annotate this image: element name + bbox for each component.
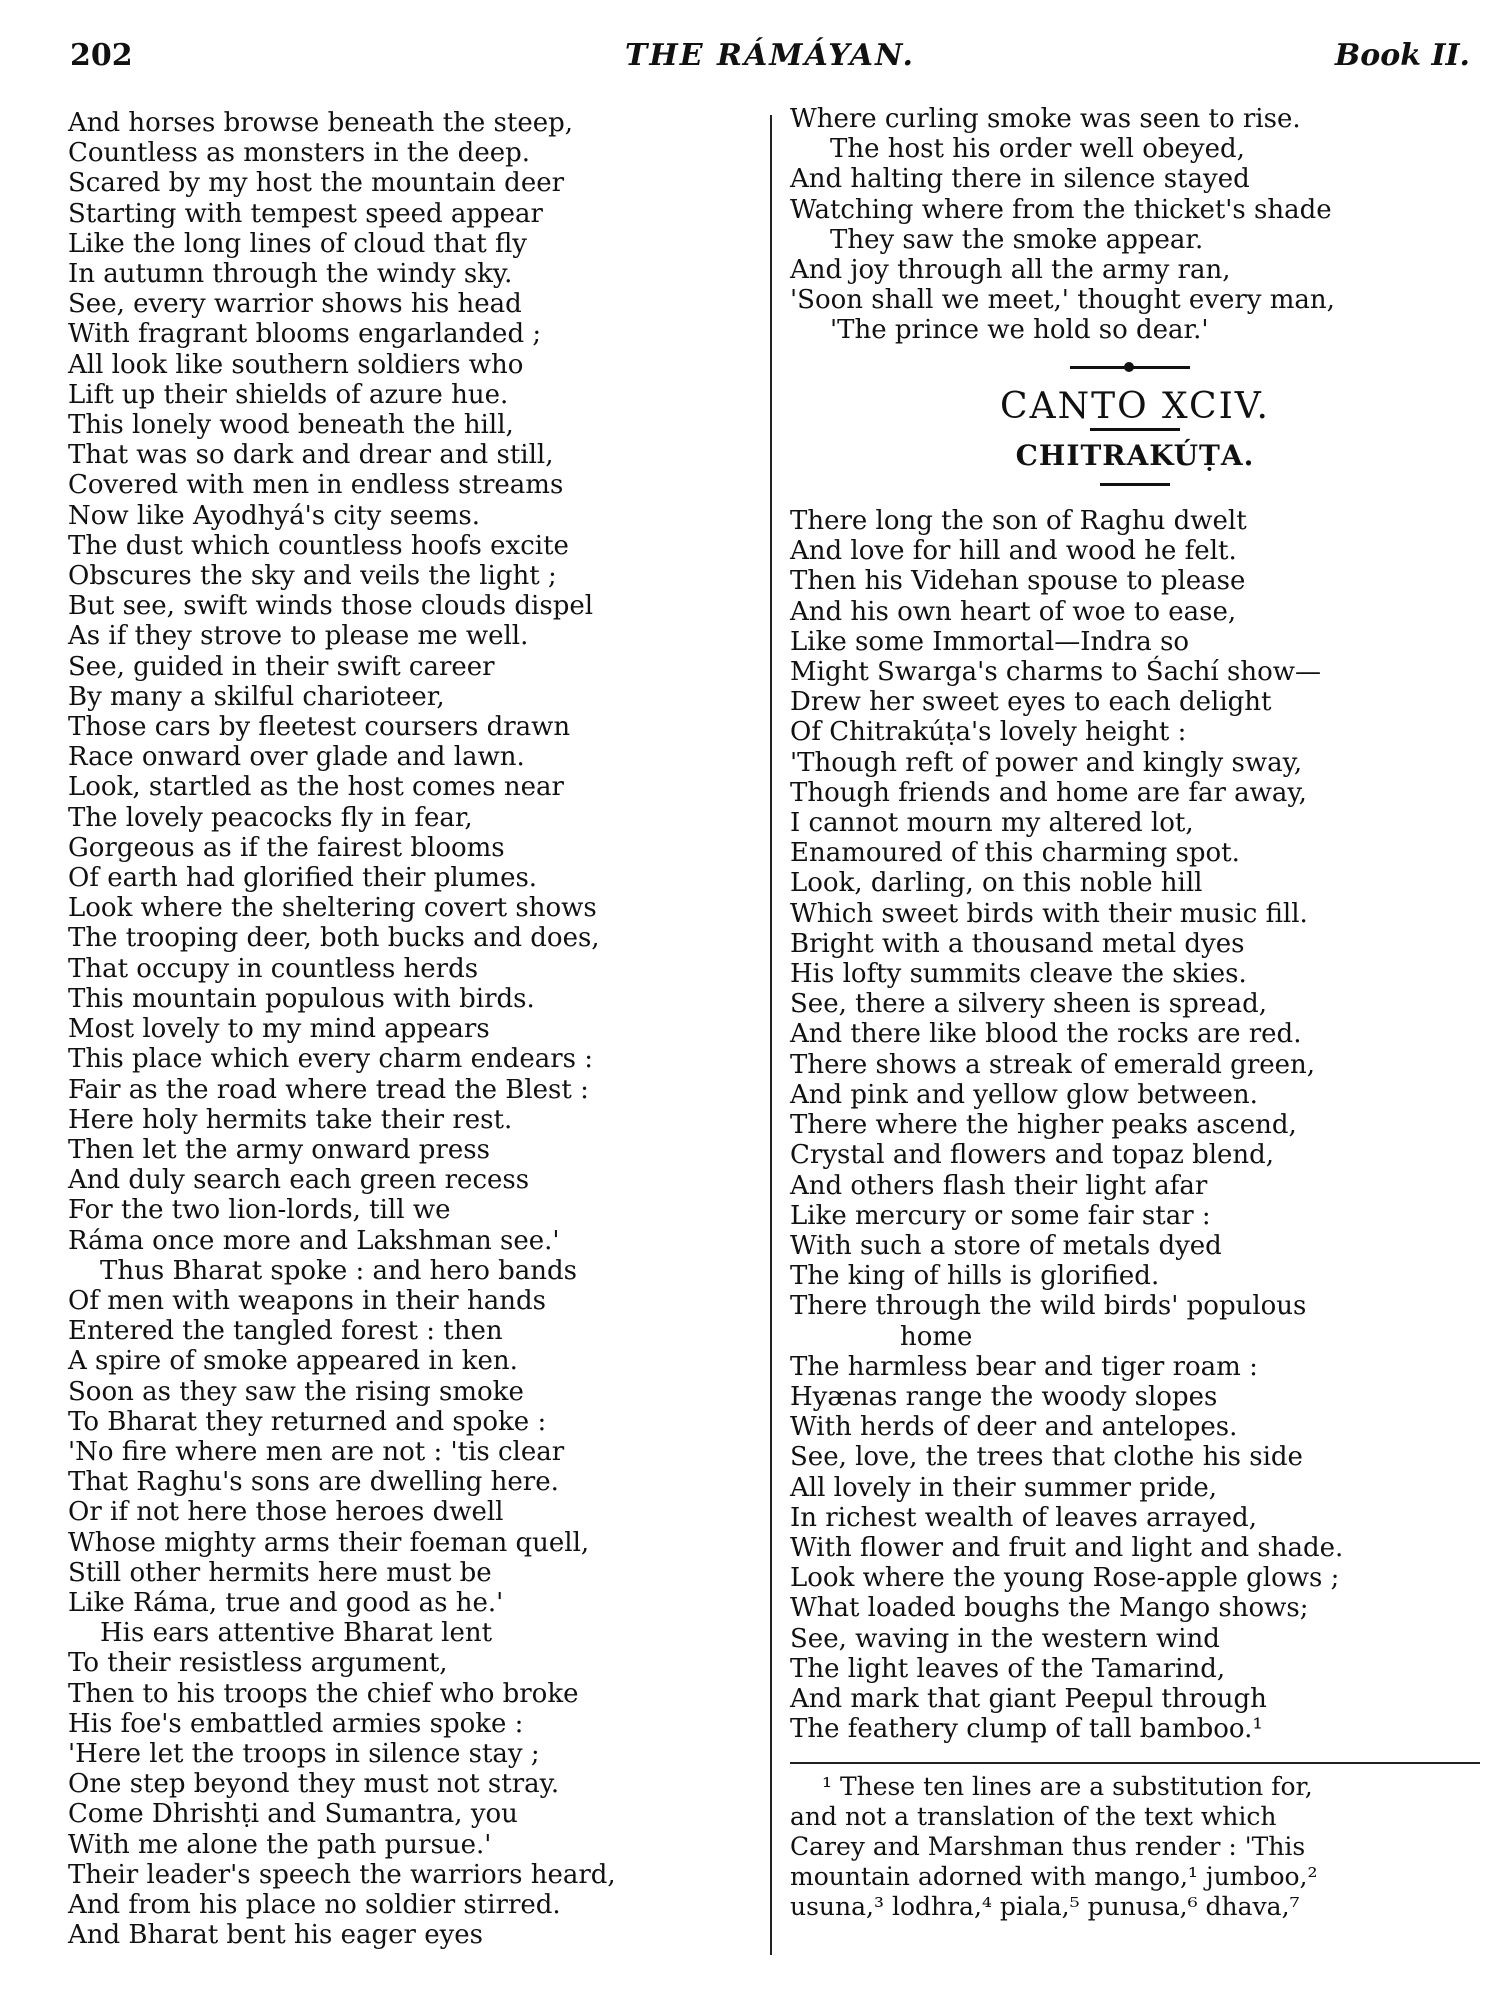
verse-line: Of Chitrakúṭa's lovely height :: [790, 717, 1187, 748]
canto-subtitle: CHITRAKÚṬA.: [1015, 438, 1255, 472]
verse-line: The host his order well obeyed,: [830, 134, 1245, 165]
verse-line: With herds of deer and antelopes.: [790, 1412, 1238, 1443]
verse-line: Then let the army onward press: [68, 1134, 490, 1165]
verse-line: For the two lion-lords, till we: [68, 1195, 451, 1226]
verse-line: And others flash their light afar: [790, 1170, 1208, 1201]
right-column: [790, 104, 1480, 1922]
verse-line: And joy through all the army ran,: [790, 255, 1231, 286]
right-column-verses-body: [790, 506, 1480, 1744]
verse-line: There through the wild birds' populous: [790, 1291, 1307, 1322]
verse-line: With me alone the path pursue.': [68, 1829, 492, 1860]
verse-line: Thus Bharat spoke : and hero bands: [100, 1255, 578, 1286]
verse-line: His lofty summits cleave the skies.: [790, 959, 1247, 990]
verse-line: The dust which countless hoofs excite: [68, 530, 569, 561]
verse-line: Race onward over glade and lawn.: [68, 742, 525, 773]
verse-line: Their leader's speech the warriors heard,: [68, 1859, 616, 1890]
verse-line: Which sweet birds with their music fill.: [790, 898, 1308, 929]
verse-line: Starting with tempest speed appear: [68, 198, 543, 229]
verse-line: Countless as monsters in the deep.: [68, 138, 531, 169]
verse-line: Like some Immortal—Indra so: [790, 626, 1190, 657]
verse-line: This place which every charm endears :: [68, 1044, 594, 1075]
verse-line: This mountain populous with birds.: [68, 983, 535, 1014]
column-divider: [770, 115, 772, 1955]
verse-line: Covered with men in endless streams: [68, 470, 564, 501]
left-column: [68, 108, 758, 1950]
verse-line: Look, startled as the host comes near: [68, 772, 564, 803]
verse-line: That was so dark and drear and still,: [68, 440, 554, 471]
verse-line: Like the long lines of cloud that fly: [68, 228, 527, 259]
footnote-line: Carey and Marshman thus render : 'This: [790, 1832, 1306, 1862]
verse-line: Fair as the road where tread the Blest :: [68, 1074, 589, 1105]
verse-line: Here holy hermits take their rest.: [68, 1104, 513, 1135]
verse-line: And mark that giant Peepul through: [790, 1683, 1267, 1714]
verse-line: His ears attentive Bharat lent: [100, 1618, 493, 1649]
verse-line: The king of hills is glorified.: [790, 1261, 1160, 1292]
verse-line: 'No fire where men are not : 'tis clear: [68, 1436, 565, 1467]
verse-line: And his own heart of woe to ease,: [790, 596, 1237, 627]
verse-line: His foe's embattled armies spoke :: [68, 1708, 524, 1739]
running-title: THE RÁMÁYAN.: [625, 38, 915, 73]
footnote-line: mountain adorned with mango,¹ jumboo,²: [790, 1862, 1318, 1892]
verse-line: In autumn through the windy sky.: [68, 259, 513, 290]
verse-line: Hyænas range the woody slopes: [790, 1381, 1218, 1412]
verse-line: Look where the sheltering covert shows: [68, 893, 597, 924]
verse-line: Drew her sweet eyes to each delight: [790, 687, 1272, 718]
verse-line: And duly search each green recess: [68, 1165, 530, 1196]
verse-line: One step beyond they must not stray.: [68, 1769, 560, 1800]
verse-line: There shows a streak of emerald green,: [790, 1049, 1316, 1080]
verse-line: Those cars by fleetest coursers drawn: [68, 712, 571, 743]
verse-line: Look where the young Rose-apple glows ;: [790, 1563, 1340, 1594]
verse-line: Enamoured of this charming spot.: [790, 838, 1240, 869]
book-label: Book II.: [1334, 38, 1470, 73]
verse-line: Lift up their shields of azure hue.: [68, 379, 509, 410]
verse-line: And there like blood the rocks are red.: [790, 1019, 1302, 1050]
verse-line: But see, swift winds those clouds dispel: [68, 591, 594, 622]
verse-line: Soon as they saw the rising smoke: [68, 1376, 524, 1407]
footnote: [790, 1772, 1480, 1922]
verse-line: To their resistless argument,: [68, 1648, 448, 1679]
footnote-rule: [790, 1762, 1480, 1764]
verse-line: The lovely peacocks fly in fear,: [68, 802, 473, 833]
right-column-verses-top: [790, 104, 1480, 346]
verse-line: See, waving in the western wind: [790, 1623, 1220, 1654]
verse-line: That Raghu's sons are dwelling here.: [68, 1467, 559, 1498]
verse-line: They saw the smoke appear.: [830, 224, 1204, 255]
verse-line: Crystal and flowers and topaz blend,: [790, 1140, 1275, 1171]
verse-line: A spire of smoke appeared in ken.: [68, 1346, 518, 1377]
verse-line: In richest wealth of leaves arrayed,: [790, 1502, 1257, 1533]
verse-line: Come Dhrishṭi and Sumantra, you: [68, 1799, 518, 1830]
verse-line: Obscures the sky and veils the light ;: [68, 561, 557, 592]
verse-line: Then his Videhan spouse to please: [790, 566, 1246, 597]
verse-line: Look, darling, on this noble hill: [790, 868, 1203, 899]
verse-line: Might Swarga's charms to Śachí show—: [790, 657, 1321, 688]
verse-line: 'Though reft of power and kingly sway,: [790, 747, 1303, 778]
verse-line: With such a store of metals dyed: [790, 1230, 1222, 1261]
verse-line: See, love, the trees that clothe his side: [790, 1442, 1303, 1473]
verse-line: Though friends and home are far away,: [790, 777, 1307, 808]
verse-line: And Bharat bent his eager eyes: [68, 1920, 483, 1951]
verse-line: All look like southern soldiers who: [68, 349, 524, 380]
verse-line: Scared by my host the mountain deer: [68, 168, 565, 199]
verse-line: And halting there in silence stayed: [790, 164, 1250, 195]
verse-line: With fragrant blooms engarlanded ;: [68, 319, 542, 350]
verse-line: Or if not here those heroes dwell: [68, 1497, 504, 1528]
verse-line: See, every warrior shows his head: [68, 289, 522, 320]
ornament-dot: [1124, 362, 1134, 372]
verse-line: home: [900, 1321, 973, 1352]
canto-title: CANTO XCIV.: [1000, 385, 1270, 427]
verse-line: Now like Ayodhyá's city seems.: [68, 500, 481, 531]
section-ornament: [790, 346, 1480, 386]
verse-line: 'The prince we hold so dear.': [830, 315, 1209, 346]
verse-line: This lonely wood beneath the hill,: [68, 410, 514, 441]
verse-line: Of earth had glorified their plumes.: [68, 863, 538, 894]
verse-line: As if they strove to please me well.: [68, 621, 529, 652]
verse-line: Then to his troops the chief who broke: [68, 1678, 579, 1709]
page-header: [70, 38, 1470, 82]
page-number: 202: [70, 38, 133, 73]
verse-line: See, there a silvery sheen is spread,: [790, 989, 1267, 1020]
verse-line: Whose mighty arms their foeman quell,: [68, 1527, 590, 1558]
verse-line: Most lovely to my mind appears: [68, 1014, 490, 1045]
verse-line: What loaded boughs the Mango shows;: [790, 1593, 1309, 1624]
verse-line: With flower and fruit and light and shade.: [790, 1532, 1344, 1563]
verse-line: And pink and yellow glow between.: [790, 1079, 1258, 1110]
verse-line: Where curling smoke was seen to rise.: [790, 104, 1301, 134]
verse-line: Like mercury or some fair star :: [790, 1200, 1211, 1231]
verse-line: There where the higher peaks ascend,: [790, 1110, 1297, 1141]
verse-line: There long the son of Raghu dwelt: [790, 506, 1247, 537]
footnote-line: ¹ These ten lines are a substitution for,: [822, 1772, 1313, 1802]
footnote-line: usuna,³ lodhra,⁴ piala,⁵ punusa,⁶ dhava,⁷: [790, 1892, 1300, 1922]
verse-line: Entered the tangled forest : then: [68, 1316, 503, 1347]
verse-line: The light leaves of the Tamarind,: [790, 1653, 1226, 1684]
verse-line: I cannot mourn my altered lot,: [790, 808, 1194, 839]
verse-line: Gorgeous as if the fairest blooms: [68, 832, 505, 863]
verse-line: The trooping deer, both bucks and does,: [68, 923, 600, 954]
verse-line: See, guided in their swift career: [68, 651, 495, 682]
verse-line: The feathery clump of tall bamboo.¹: [790, 1714, 1263, 1745]
subtitle-rule: [1100, 483, 1170, 486]
verse-line: Still other hermits here must be: [68, 1557, 492, 1588]
verse-line: Watching where from the thicket's shade: [790, 194, 1332, 225]
verse-line: To Bharat they returned and spoke :: [68, 1406, 547, 1437]
footnote-line: and not a translation of the text which: [790, 1802, 1277, 1832]
verse-line: Like Ráma, true and good as he.': [68, 1587, 504, 1618]
verse-line: 'Soon shall we meet,' thought every man,: [790, 285, 1335, 316]
verse-line: 'Here let the troops in silence stay ;: [68, 1738, 540, 1769]
verse-line: Ráma once more and Lakshman see.': [68, 1225, 560, 1256]
verse-line: Of men with weapons in their hands: [68, 1285, 546, 1316]
verse-line: By many a skilful charioteer,: [68, 681, 445, 712]
verse-line: That occupy in countless herds: [68, 953, 479, 984]
verse-line: All lovely in their summer pride,: [790, 1472, 1218, 1503]
verse-line: The harmless bear and tiger roam :: [790, 1351, 1258, 1382]
verse-line: And horses browse beneath the steep,: [68, 108, 574, 138]
verse-line: And love for hill and wood he felt.: [790, 536, 1237, 567]
verse-line: And from his place no soldier stirred.: [68, 1889, 561, 1920]
verse-line: Bright with a thousand metal dyes: [790, 928, 1245, 959]
title-rule: [1090, 428, 1180, 431]
